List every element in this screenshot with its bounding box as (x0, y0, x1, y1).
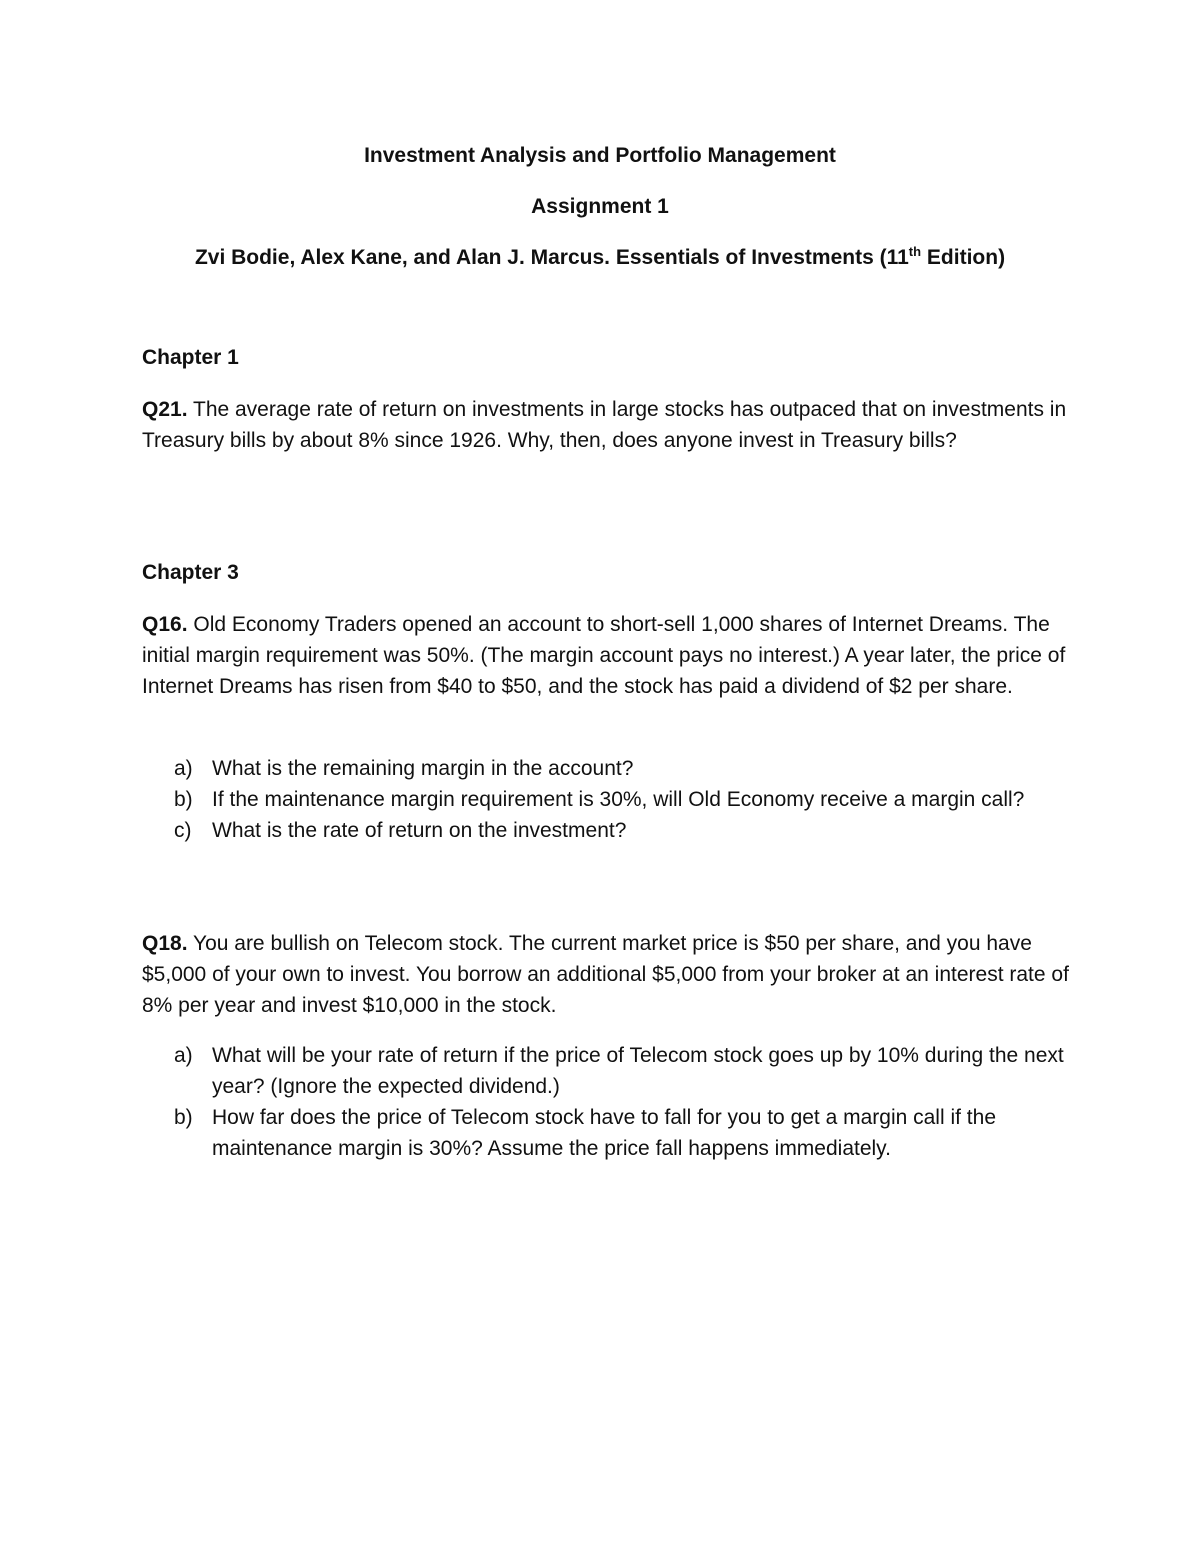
question-text: The average rate of return on investments in large stocks has outpaced that on investments in Treasury bills by about 8% since 1926. Why, then, does anyone invest in Treasury bills? (142, 398, 1067, 452)
textbook-reference (0, 245, 1200, 271)
part-marker: a) (174, 1044, 193, 1067)
question-parts-list (142, 753, 1072, 846)
part-marker: a) (174, 757, 193, 780)
chapter-heading: Chapter 1 (142, 346, 239, 369)
question-number: Q18. (142, 932, 188, 955)
reference-main: Zvi Bodie, Alex Kane, and Alan J. Marcus. Essentials of Investments (11 (194, 246, 909, 269)
document-title: Investment Analysis and Portfolio Management (364, 144, 836, 167)
chapter-heading: Chapter 3 (142, 561, 239, 584)
part-marker: b) (174, 788, 193, 811)
question-paragraph (142, 928, 1072, 1021)
reference-superscript: th (908, 244, 922, 259)
part-text: What is the remaining margin in the account? (212, 757, 634, 780)
part-text: What is the rate of return on the investment? (212, 819, 627, 842)
question-number: Q16. (142, 613, 188, 636)
question-part (142, 784, 1072, 815)
question-paragraph (142, 394, 1072, 456)
part-text: If the maintenance margin requirement is 30%, will Old Economy receive a margin call? (212, 788, 1025, 811)
document-subtitle: Assignment 1 (531, 195, 669, 218)
reference-end: Edition) (921, 246, 1006, 269)
part-text: How far does the price of Telecom stock have to fall for you to get a margin call if the maintenance margin is 30%? Assume the price fall happens immediately. (212, 1106, 997, 1160)
question-part (142, 1102, 1072, 1164)
question-number: Q21. (142, 398, 188, 421)
question-part (142, 815, 1072, 846)
part-text: What will be your rate of return if the price of Telecom stock goes up by 10% during the next year? (Ignore the expected dividend.) (212, 1044, 1064, 1098)
question-paragraph (142, 609, 1072, 702)
part-marker: b) (174, 1106, 193, 1129)
question-parts-list (142, 1040, 1072, 1164)
question-text: You are bullish on Telecom stock. The current market price is $50 per share, and you have $5,000 of your own to invest. You borrow an additional $5,000 from your broker at an interest rate of 8% per year and invest $10,000 in the stock. (142, 932, 1069, 1017)
question-text: Old Economy Traders opened an account to short-sell 1,000 shares of Internet Dreams. The initial margin requirement was 50%. (The margin account pays no interest.) A year later, the price of Internet Dreams has risen from $40 to $50, and the stock has paid a dividend of $2 per share. (142, 613, 1066, 698)
part-marker: c) (174, 819, 192, 842)
question-part (142, 753, 1072, 784)
question-part (142, 1040, 1072, 1102)
